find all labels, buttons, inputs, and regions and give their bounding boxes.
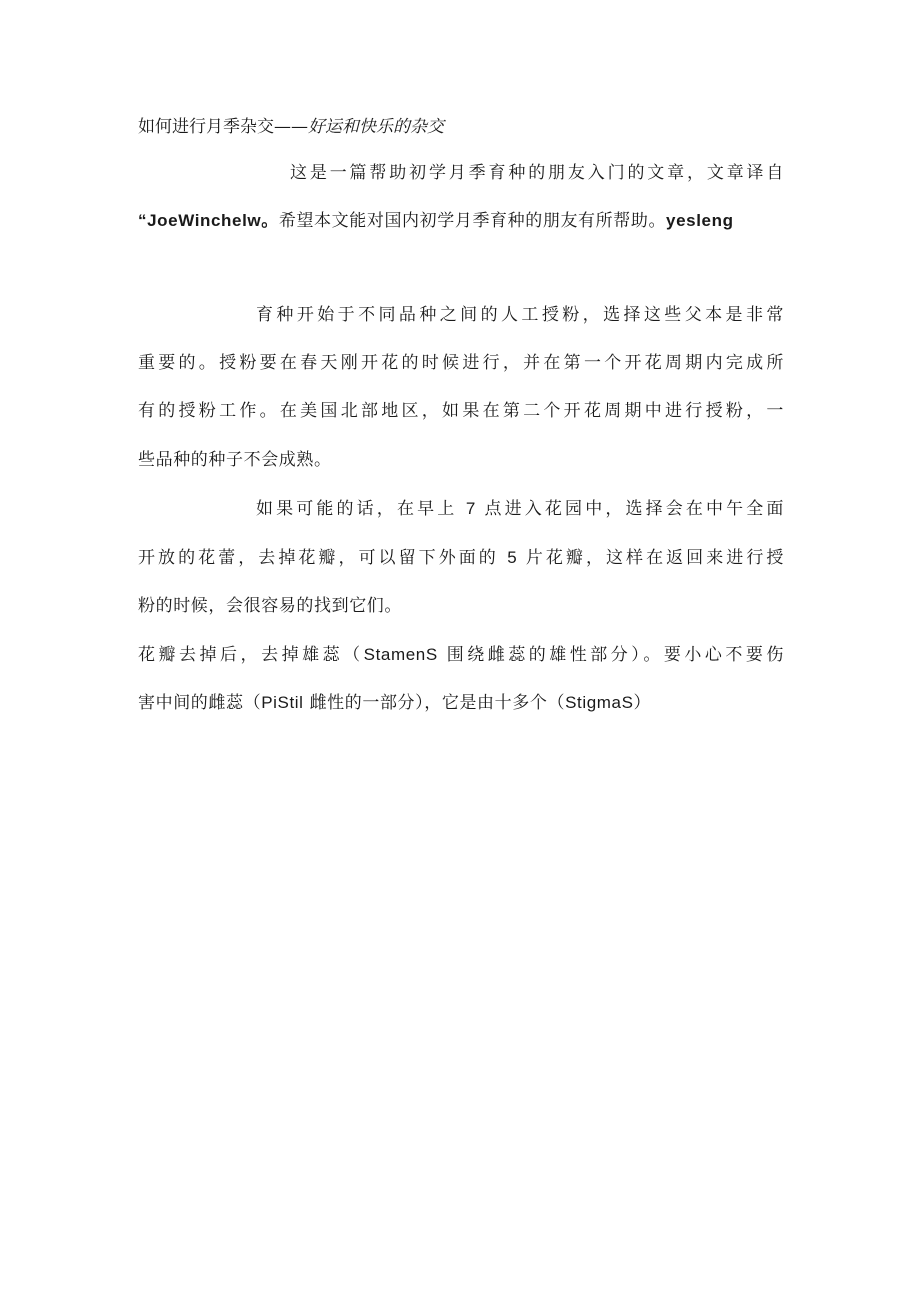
para1-line-2: 重要的。授粉要在春天刚开花的时候进行，并在第一个开花周期内完成所 bbox=[138, 353, 784, 373]
intro-text: 希望本文能对国内初学月季育种的朋友有所帮助。 bbox=[278, 211, 667, 231]
para2-petal-number: 5 bbox=[507, 548, 518, 567]
para2-line-3: 粉的时候，会很容易的找到它们。 bbox=[138, 596, 402, 616]
para3-line-2 bbox=[138, 690, 651, 716]
intro-line-2 bbox=[138, 208, 734, 234]
term-stamens: StamenS bbox=[363, 645, 438, 664]
para1-line-1: 育种开始于不同品种之间的人工授粉，选择这些父本是非常 bbox=[256, 305, 784, 325]
intro-line-1: 这是一篇帮助初学月季育种的朋友入门的文章，文章译自 bbox=[290, 163, 784, 183]
para3-line-2-b: 雌性的一部分），它是由十多个（ bbox=[309, 693, 566, 713]
title-main: 如何进行月季杂交—— bbox=[138, 117, 308, 137]
para2-time-number: 7 bbox=[465, 499, 476, 518]
para2-line-1-a: 如果可能的话，在早上 bbox=[256, 499, 458, 519]
para2-line-1 bbox=[256, 496, 784, 522]
para2-line-2-b: 片花瓣，这样在返回来进行授 bbox=[525, 548, 784, 568]
intro-source-name: “JoeWinchelw。 bbox=[138, 211, 279, 230]
para3-line-1-b: 围绕雌蕊的雄性部分）。要小心不要伤 bbox=[446, 645, 784, 665]
para3-line-2-c: ） bbox=[633, 693, 652, 713]
intro-translator: yesleng bbox=[666, 211, 734, 230]
para2-line-2-a: 开放的花蕾，去掉花瓣，可以留下外面的 bbox=[138, 548, 499, 568]
para1-line-4: 些品种的种子不会成熟。 bbox=[138, 450, 332, 470]
title-subtitle: 好运和快乐的杂交 bbox=[308, 117, 444, 137]
para3-line-2-a: 害中间的雌蕊（ bbox=[138, 693, 262, 713]
para2-line-2 bbox=[138, 545, 784, 571]
para3-line-1-a: 花瓣去掉后，去掉雄蕊（ bbox=[138, 645, 364, 665]
para2-line-1-b: 点进入花园中，选择会在中午全面 bbox=[484, 499, 785, 519]
term-pistil: PiStil bbox=[261, 693, 304, 712]
term-stigmas: StigmaS bbox=[565, 693, 634, 712]
document-title bbox=[138, 114, 444, 140]
para3-line-1 bbox=[138, 642, 784, 668]
para1-line-3: 有的授粉工作。在美国北部地区，如果在第二个开花周期中进行授粉，一 bbox=[138, 401, 784, 421]
